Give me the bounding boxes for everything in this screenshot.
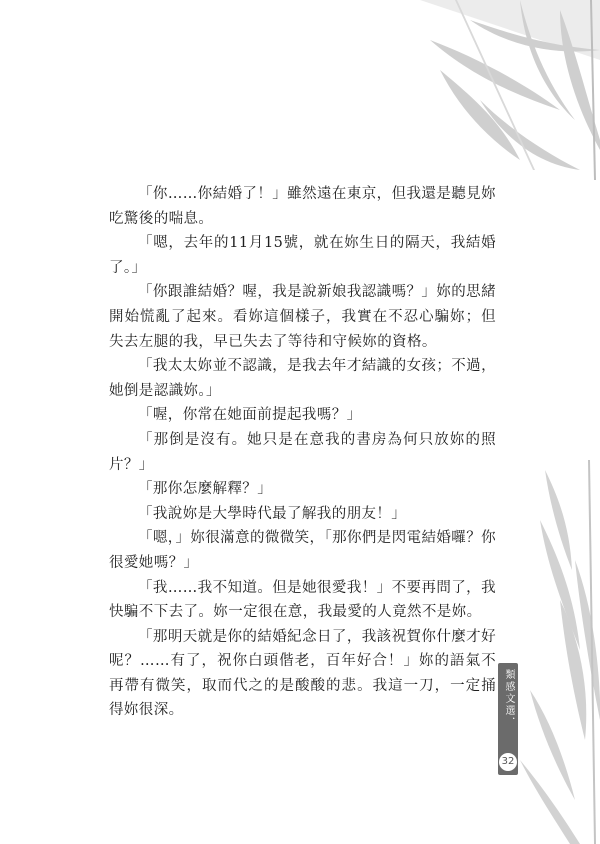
paragraph: 「那你怎麼解釋？」 [138, 481, 273, 498]
paragraph: 「那明天就是你的結婚紀念日了，我該祝賀你什麼才好呢？……有了，祝你白頭偕老，百年好合！」妳的語氣不再帶有微笑，取而代之的是酸酸的悲。我這一刀，一定捅得妳很深。 [109, 628, 496, 719]
article-body [109, 182, 496, 723]
section-tab [498, 663, 518, 775]
section-title: 類感文選． [503, 669, 514, 729]
paragraph: 「嗯，去年的11月15號，就在妳生日的隔天，我結婚了。」 [109, 235, 496, 276]
page-number: 32 [499, 753, 517, 771]
paragraph: 「我……我不知道。但是她很愛我！」不要再問了，我快騙不下去了。妳一定很在意，我最愛的人竟然不是妳。 [109, 579, 496, 621]
paragraph: 「那倒是沒有。她只是在意我的書房為何只放妳的照片？」 [109, 431, 496, 473]
bamboo-top-right [420, 0, 600, 180]
paragraph: 「嗯，」妳很滿意的微微笑，「那你們是閃電結婚囉？你很愛她嗎？」 [109, 530, 496, 571]
bamboo-bottom-right [520, 460, 600, 844]
paragraph: 「喔，你常在她面前提起我嗎？」 [138, 407, 362, 424]
paragraph: 「你跟誰結婚？喔，我是說新娘我認識嗎？」妳的思緒開始慌亂了起來。看妳這個樣子，我實在不忍心騙妳；但失去左腿的我，早已失去了等待和守候妳的資格。 [109, 284, 496, 350]
paragraph: 「我太太妳並不認識，是我去年才結識的女孩；不過，她倒是認識妳。」 [109, 358, 496, 399]
paragraph: 「我說妳是大學時代最了解我的朋友！」 [138, 505, 407, 522]
paragraph: 「你……你結婚了！」雖然遠在東京，但我還是聽見妳吃驚後的喘息。 [109, 186, 496, 227]
